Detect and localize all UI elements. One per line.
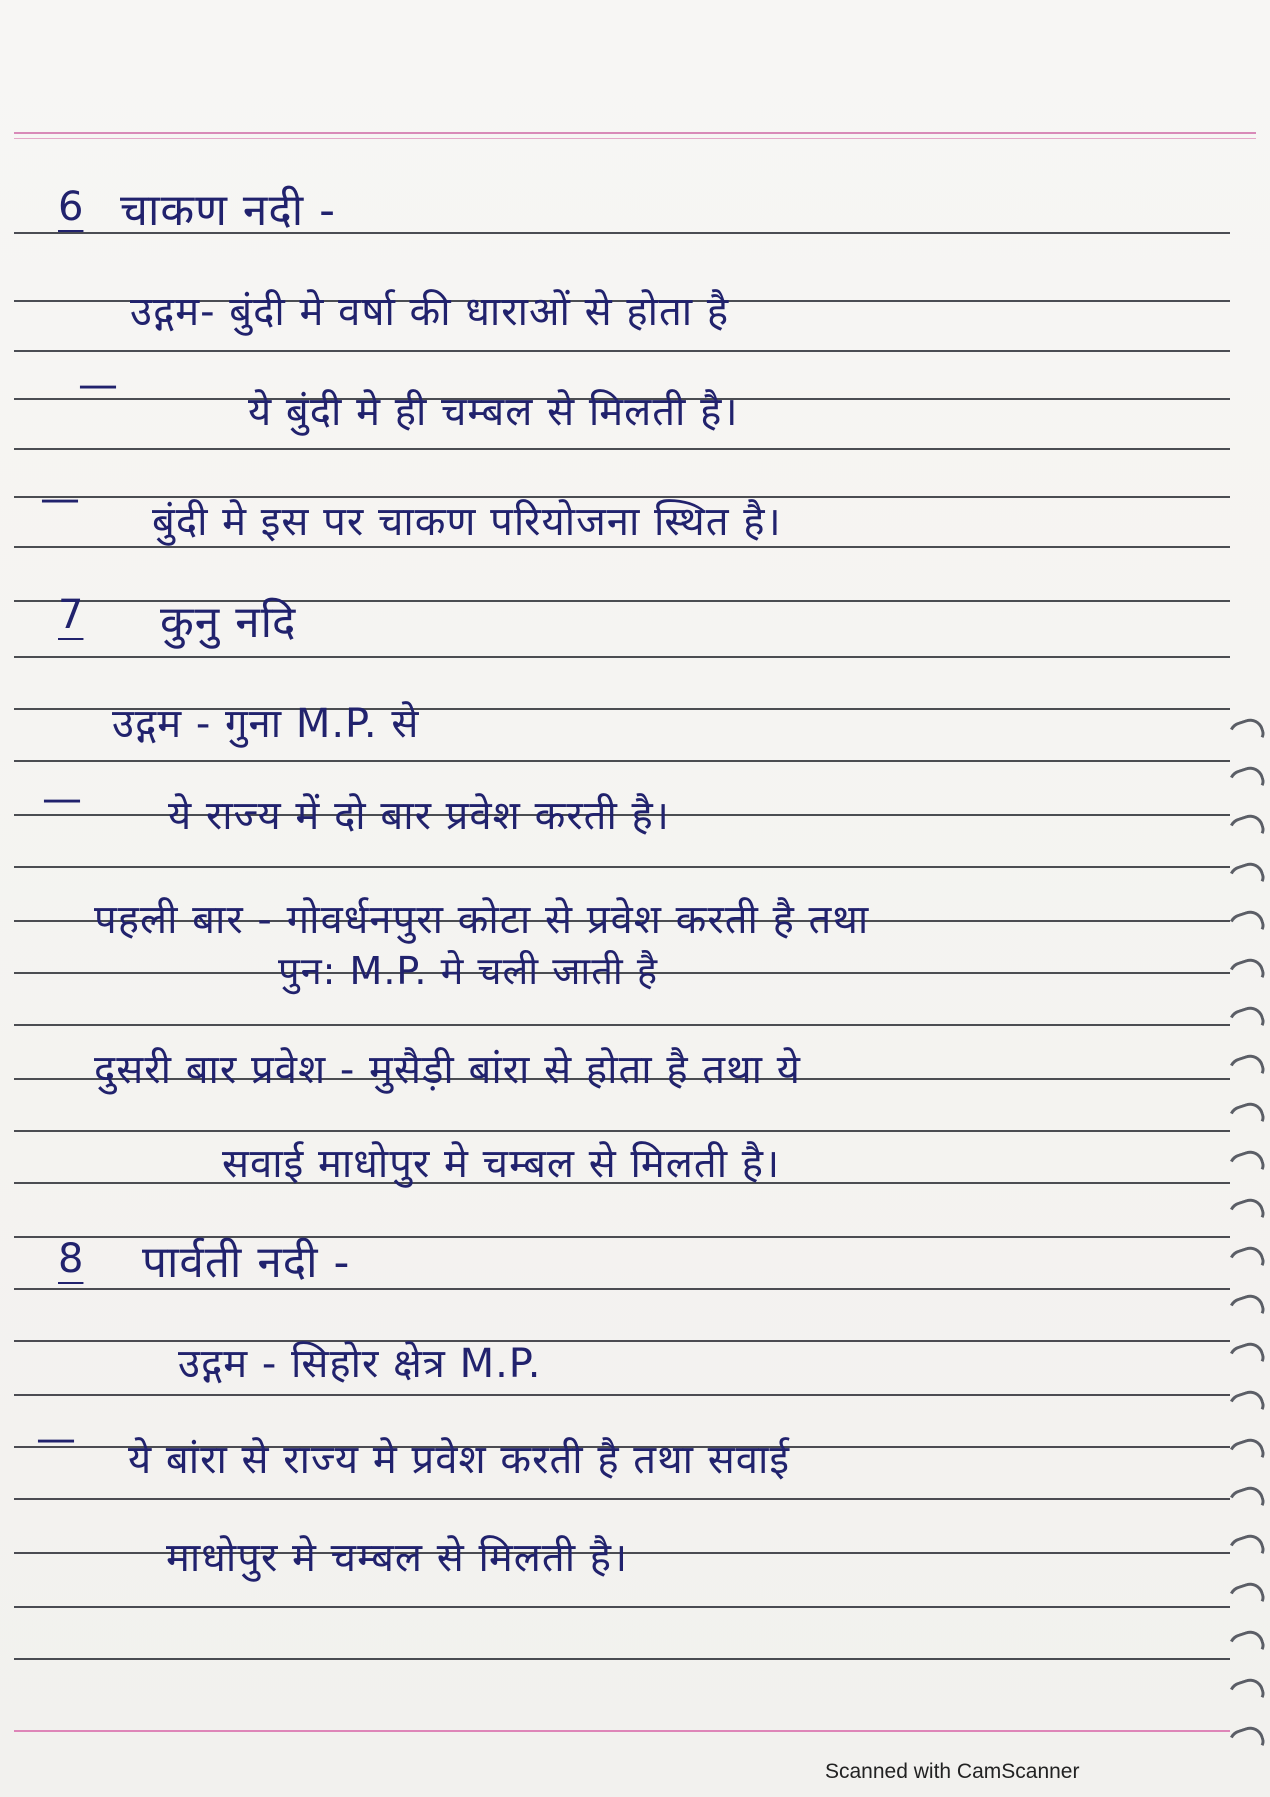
ruled-line <box>14 1130 1230 1132</box>
note-line: दुसरी बार प्रवेश - मुसैड़ी बांरा से होता है तथा ये <box>94 1047 801 1093</box>
ruled-line <box>14 1024 1230 1026</box>
section-title-kunu: कुनु नदि <box>160 597 297 648</box>
ruled-line <box>14 448 1230 450</box>
note-line: पुन: M.P. मे चली जाती है <box>278 949 658 993</box>
section-number-8: 8 <box>58 1236 84 1282</box>
section-title-parvati: पार्वती नदी - <box>142 1237 351 1288</box>
ruled-line <box>14 350 1230 352</box>
bullet-dash: — <box>42 776 82 822</box>
note-line: उद्गम - गुना M.P. से <box>112 701 420 747</box>
ruled-line <box>14 1658 1230 1660</box>
section-number-7: 7 <box>58 592 84 638</box>
scanner-watermark: Scanned with CamScanner <box>825 1760 1080 1783</box>
bottom-margin-line <box>14 1730 1230 1735</box>
section-number-6: 6 <box>58 184 84 230</box>
ruled-line <box>14 866 1230 868</box>
bullet-dash: — <box>40 476 80 522</box>
bullet-dash: — <box>78 362 118 408</box>
bullet-dash: — <box>36 1416 76 1462</box>
ruled-line <box>14 1394 1230 1396</box>
note-line: बुंदी मे इस पर चाकण परियोजना स्थित है। <box>152 499 782 545</box>
note-line: सवाई माधोपुर मे चम्बल से मिलती है। <box>222 1141 781 1187</box>
note-line: पहली बार - गोवर्धनपुरा कोटा से प्रवेश करती है तथा <box>94 897 870 943</box>
note-line: उद्गम - सिहोर क्षेत्र M.P. <box>178 1341 542 1387</box>
spiral-binding <box>1230 720 1264 1780</box>
ruled-line <box>14 1498 1230 1500</box>
ruled-line <box>14 656 1230 658</box>
ruled-line <box>14 760 1230 762</box>
note-line: माधोपुर मे चम्बल से मिलती है। <box>166 1535 629 1581</box>
note-line: ये बांरा से राज्य मे प्रवेश करती है तथा सवाई <box>128 1437 790 1483</box>
ruled-line <box>14 1606 1230 1608</box>
section-title-chakan: चाकण नदी - <box>120 185 336 236</box>
note-line: ये बुंदी मे ही चम्बल से मिलती है। <box>248 389 739 435</box>
note-line: ये राज्य में दो बार प्रवेश करती है। <box>168 793 670 839</box>
top-margin-line <box>14 132 1256 139</box>
note-line: उद्गम- बुंदी मे वर्षा की धाराओं से होता है <box>130 289 730 335</box>
